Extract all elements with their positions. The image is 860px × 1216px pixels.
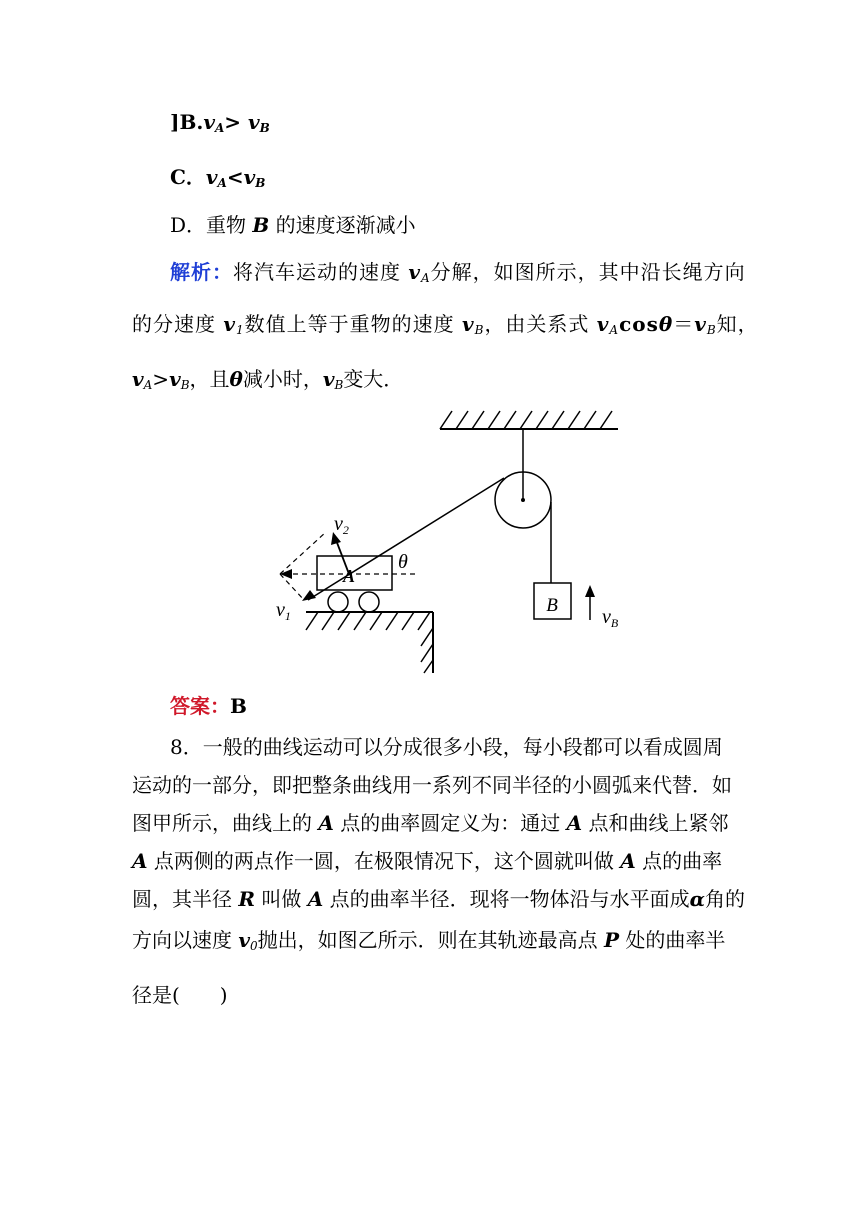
var-v: v [243, 165, 256, 189]
analysis-line-3 [132, 365, 403, 399]
analysis-text: 变大． [343, 367, 404, 391]
sub-b: B [334, 378, 344, 392]
var-v: v [132, 367, 144, 391]
analysis-text: ，由关系式 [484, 312, 597, 336]
cos-text: cos [619, 312, 659, 336]
option-d-text-2: 的速度逐渐减小 [269, 213, 416, 237]
var-a: A [132, 849, 148, 873]
var-a: A [307, 887, 324, 911]
var-v: v [238, 928, 250, 952]
sub-b: B [706, 323, 717, 337]
option-d-text-1: D．重物 [170, 213, 253, 237]
car-wheel-right [359, 592, 379, 612]
point-a-label: A [343, 566, 356, 586]
var-v: v [223, 312, 236, 336]
var-v: v [205, 165, 218, 189]
vb-arrowhead [585, 585, 595, 597]
sub-0: 0 [249, 939, 258, 953]
answer-value: B [230, 694, 247, 718]
pulley-axle [521, 498, 525, 502]
answer-label: 答案： [170, 694, 230, 718]
option-d [170, 211, 416, 239]
analysis-text: ，且 [189, 367, 230, 391]
vb-label: $v_B$ [602, 606, 619, 630]
ceiling-hatching [440, 411, 612, 429]
sub-b: B [255, 176, 266, 190]
sub-b: B [259, 121, 270, 135]
var-v: v [169, 367, 181, 391]
v2-label: $v_2$ [334, 513, 349, 537]
var-r: R [238, 887, 255, 911]
q8-line-3: 图甲所示，曲线上的 A 点的曲率圆定义为：通过 A 点和曲线上紧邻 [132, 811, 729, 835]
va-arrowhead [280, 569, 292, 579]
physics-figure [268, 404, 640, 680]
sub-a: A [420, 271, 431, 285]
var-v: v [322, 367, 335, 391]
option-c-prefix: C． [170, 165, 206, 189]
sub-b: B [180, 378, 190, 392]
q8-line-2: 运动的一部分，即把整条曲线用一系列不同半径的小圆弧来代替．如 [132, 773, 732, 797]
parallelogram-edge-top [280, 532, 326, 574]
var-b: B [252, 213, 270, 237]
q8-line-5: 圆，其半径 R 叫做 A 点的曲率半径．现将一物体沿与水平面成α角的 [132, 887, 745, 911]
var-a: A [566, 811, 583, 835]
var-theta: θ [229, 367, 243, 391]
relation-lt: < [226, 165, 244, 189]
analysis-label: 解析： [170, 260, 233, 284]
var-p: P [603, 928, 620, 952]
block-b-label: B [546, 595, 558, 616]
option-c [170, 163, 265, 197]
q8-line-6: 方向以速度 $v_0$抛出，如图乙所示．则在其轨迹最高点 P 处的曲率半 [132, 928, 726, 953]
sub-a: A [217, 176, 227, 190]
sub-b: B [474, 323, 485, 337]
theta-label: θ [398, 551, 408, 573]
analysis-text: ＝ [673, 312, 695, 336]
var-v: v [694, 312, 707, 336]
relation-gt: > [224, 110, 249, 134]
var-v: v [203, 110, 215, 134]
ground-hatching [306, 612, 433, 673]
analysis-line-2 [132, 310, 759, 344]
v1-label: $v_1$ [276, 599, 291, 623]
option-b [170, 108, 270, 142]
q8-line-7: 径是( ) [132, 983, 228, 1007]
car-wheel-left [328, 592, 348, 612]
analysis-text: 的分速度 [132, 312, 224, 336]
var-v: v [248, 110, 260, 134]
answer-line [170, 692, 247, 720]
analysis-text: 数值上等于重物的速度 [244, 312, 462, 336]
var-alpha: α [689, 887, 705, 911]
var-theta: θ [658, 312, 674, 336]
analysis-text: > [152, 367, 170, 391]
analysis-text: 减小时， [242, 367, 323, 391]
var-v: v [408, 260, 421, 284]
v1-arrowhead [302, 590, 316, 601]
var-a: A [318, 811, 334, 835]
var-v: v [461, 312, 475, 336]
var-a: A [620, 849, 636, 873]
option-b-prefix: ]B. [170, 110, 204, 134]
analysis-text: 将汽车运动的速度 [233, 260, 409, 284]
analysis-text: 知， [716, 312, 759, 336]
sub-a: A [143, 378, 153, 392]
var-v: v [596, 312, 610, 336]
sub-1: 1 [235, 323, 245, 337]
q8-line-4: A 点两侧的两点作一圆，在极限情况下，这个圆就叫做 A 点的曲率 [132, 849, 723, 873]
analysis-line-1 [170, 258, 746, 292]
q8-line-1: 8．一般的曲线运动可以分成很多小段，每小段都可以看成圆周 [170, 735, 723, 759]
sub-a: A [214, 121, 225, 135]
sub-a: A [609, 323, 620, 337]
analysis-text: 分解，如图所示，其中沿长绳方向 [430, 260, 746, 284]
